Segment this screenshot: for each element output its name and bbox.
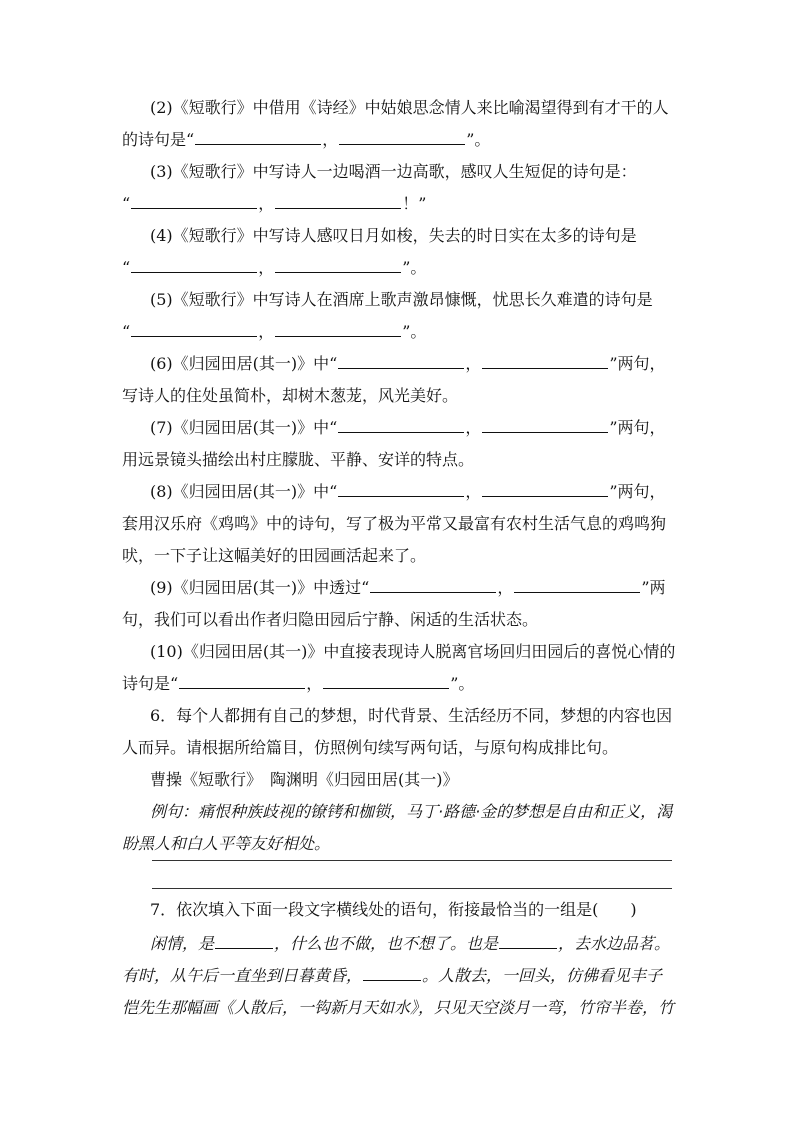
q7-passage-line1 [150,932,670,956]
q5-item-8-line3: 吠，一下子让这幅美好的田园画活起来了。 [122,546,427,565]
answer-blank[interactable] [131,192,257,209]
text: ”。 [466,130,491,149]
q7-stem: 7．依次填入下面一段文字横线处的语句，衔接最恰当的一组是( ) [150,900,637,919]
q5-item-6-line2: 写诗人的住处虽简朴，却树木葱茏，风光美好。 [122,386,459,405]
text: 有时，从午后一直坐到日暮黄昏， [122,966,363,985]
text: (7)《归园田居(其一)》中“ [150,418,338,437]
q5-item-6-line1 [150,352,666,376]
answer-blank[interactable] [179,672,305,689]
text: ”两句， [609,482,666,501]
answer-blank[interactable] [338,352,464,369]
q5-item-8-line1 [150,480,666,504]
text: ”。 [402,258,427,277]
q5-item-8-line2: 套用汉乐府《鸡鸣》中的诗句，写了极为平常又最富有农村生活气息的鸡鸣狗 [122,514,667,533]
text: ， [497,578,514,597]
text: ”。 [402,322,427,341]
answer-blank[interactable] [338,480,464,497]
text: ”两 [641,578,666,597]
answer-blank[interactable] [339,128,465,145]
text: ”两句， [609,354,666,373]
text: “ [122,258,131,277]
text: ， [258,322,275,341]
answer-blank[interactable] [363,964,421,981]
answer-line[interactable] [152,888,672,889]
answer-blank[interactable] [338,416,464,433]
answer-blank[interactable] [195,128,321,145]
answer-blank[interactable] [215,932,273,949]
text: (6)《归园田居(其一)》中“ [150,354,338,373]
q5-item-5-line1: (5)《短歌行》中写诗人在酒席上歌声激昂慷慨，忧思长久难遣的诗句是 [150,290,653,309]
text: ， [258,194,275,213]
q6-titles: 曹操《短歌行》 陶渊明《归园田居(其一)》 [150,770,459,789]
text: “ [122,322,131,341]
text: 诗句是“ [122,674,179,693]
q5-item-3-line1: (3)《短歌行》中写诗人一边喝酒一边高歌，感叹人生短促的诗句是： [150,162,637,181]
q6-line1: 6．每个人都拥有自己的梦想，时代背景、生活经历不同，梦想的内容也因 [150,706,673,725]
answer-blank[interactable] [323,672,449,689]
text: ， [258,258,275,277]
answer-blank[interactable] [131,256,257,273]
answer-blank[interactable] [275,256,401,273]
answer-blank[interactable] [370,576,496,593]
q7-passage-line3: 恺先生那幅画《人散后，一钩新月天如水》，只见天空淡月一弯，竹帘半卷，竹 [122,998,675,1017]
text: ， [306,674,323,693]
text: ， [465,418,482,437]
q5-item-9-line1 [150,576,666,600]
answer-blank[interactable] [499,932,557,949]
answer-line[interactable] [152,860,672,861]
answer-blank[interactable] [482,352,608,369]
answer-blank[interactable] [482,416,608,433]
text: ，去水边品茗。 [558,934,671,953]
answer-blank[interactable] [275,320,401,337]
q5-item-4-line2 [122,256,426,280]
q5-item-10-line2 [122,672,474,696]
text: ，什么也不做，也不想了。也是 [274,934,499,953]
text: “ [122,194,131,213]
answer-blank[interactable] [482,480,608,497]
q5-item-10-line1: (10)《归园田居(其一)》中直接表现诗人脱离官场回归田园后的喜悦心情的 [150,642,676,661]
text: ， [322,130,339,149]
q5-item-7-line2: 用远景镜头描绘出村庄朦胧、平静、安详的特点。 [122,450,475,469]
text: 的诗句是“ [122,130,195,149]
text: (9)《归园田居(其一)》中透过“ [150,578,370,597]
q6-example-line2: 盼黑人和白人平等友好相处。 [122,834,331,853]
text: ”两句， [609,418,666,437]
text: 。人散去，一回头，仿佛看见丰子 [422,966,663,985]
q5-item-2-line2 [122,128,490,152]
q6-line2: 人而异。请根据所给篇目，仿照例句续写两句话，与原句构成排比句。 [122,738,619,757]
q5-item-9-line2: 句，我们可以看出作者归隐田园后宁静、闲适的生活状态。 [122,610,539,629]
q6-example-line1: 例句：痛恨种族歧视的镣铐和枷锁，马丁·路德·金的梦想是自由和正义，渴 [150,802,673,821]
text: ， [465,482,482,501]
text: ”。 [450,674,475,693]
text: (8)《归园田居(其一)》中“ [150,482,338,501]
text: ， [465,354,482,373]
q5-item-4-line1: (4)《短歌行》中写诗人感叹日月如梭，失去的时日实在太多的诗句是 [150,226,637,245]
q5-item-3-line2 [122,192,426,216]
answer-blank[interactable] [131,320,257,337]
q5-item-2-line1: (2)《短歌行》中借用《诗经》中姑娘思念情人来比喻渴望得到有才干的人 [150,98,669,117]
text: ！” [402,194,427,213]
q5-item-7-line1 [150,416,666,440]
answer-blank[interactable] [275,192,401,209]
q5-item-5-line2 [122,320,426,344]
q7-passage-line2 [122,964,662,988]
text: 闲情，是 [150,934,215,953]
answer-blank[interactable] [514,576,640,593]
